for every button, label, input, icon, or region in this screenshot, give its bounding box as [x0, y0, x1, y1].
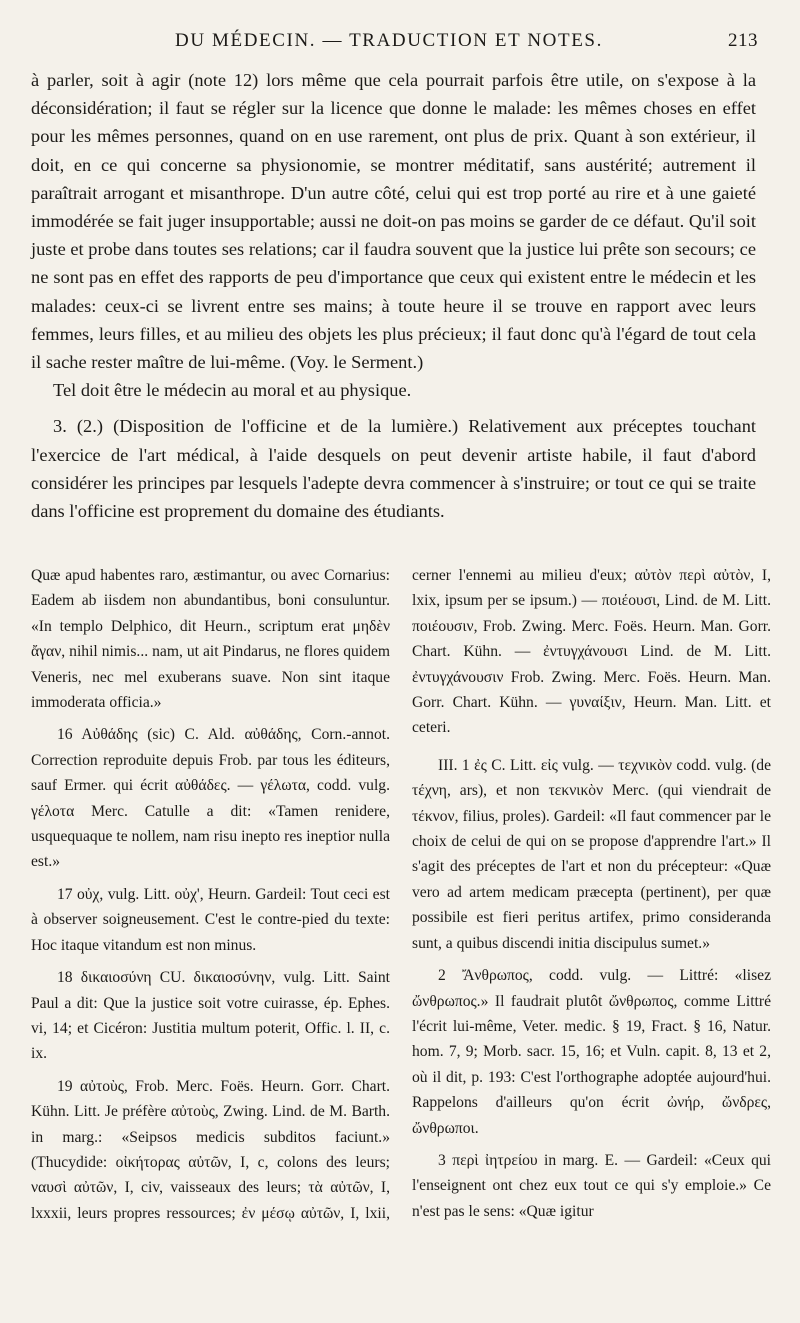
main-paragraph: à parler, soit à agir (note 12) lors même que cela pourrait parfois être utile, on s'expose à la déconsidération; il faut se régler sur la licence que donne le malade: les mêmes choses en effet pour les mêmes personnes, quand on en use rarement, ont plus de prix. Quant à son extérieur, il doit, en ce qui concerne sa physionomie, se montrer méditatif, sans austérité; autrement il paraîtrait arrogant et misanthrope. D'un autre côté, celui qui est trop porté au rire et à une gaieté immodérée se fait juger insupportable; aussi ne doit-on pas moins se garder de ce défaut. Qu'il soit juste et probe dans toutes ses relations; car il faudra souvent que la justice lui prête son secours; ce ne sont pas en effet des rapports de peu d'importance que ceux qui existent entre le médecin et les malades: ceux-ci se livrent entre ses mains; à toute heure il se trouve en rapport avec leurs femmes, leurs filles, et au milieu des objets les plus précieux; il faut donc qu'à l'égard de tout cela il sache rester maître de lui-même. (Voy. le Serment.) [31, 70, 756, 373]
footnote: 16 Αὐθάδης (sic) C. Ald. αὐθάδης, Corn.-annot. Correction reproduite depuis Frob. par tous les éditeurs, sauf Ermer. qui écrit αὐθάδες. — γέλωτα, codd. vulg. γέλοτα Merc. Catulle a dit: «Tamen renidere, usquequaque te nollem, nam risu inepto res ineptior nulla est.» [31, 726, 390, 871]
page-header [20, 30, 758, 54]
main-paragraph: Tel doit être le médecin au moral et au physique. [53, 380, 412, 401]
footnote: 19 αὐτοὺς, Frob. Merc. Foës. Heurn. Gorr. Chart. Kühn. Litt. Je préfère αὐτοὺς, Zwing. Lind. de M. Barth. in marg.: «Seipsos medicis subditos faciunt.» (Thucydide: οἰκήτορας αὐτῶν, I, c, colons des leurs; ναυσὶ αὐτῶν, I, civ, vaisseaux des leurs; τὰ αὐτῶν, I, lxxxii, leurs propres ressources; ἐν μέσῳ αὐτῶν, I, lxii, cerner l'ennemi au milieu d'eux; αὐτὸν περὶ αὐτὸν, I, lxix, ipsum per se ipsum.) — ποιέουσι, Lind. de M. Litt. ποιέουσιν, Frob. Zwing. Merc. Foës. Heurn. Man. Gorr. Chart. Kühn. — ἐντυγχάνουσι Lind. de M. Litt. ἐντυγχάνουσιν Frob. Zwing. Merc. Foës. Heurn. Man. Gorr. Chart. Kühn. — γυναίξιν, Heurn. Man. Litt. et ceteri. [31, 567, 771, 1222]
running-title: DU MÉDECIN. — TRADUCTION ET NOTES. [175, 30, 603, 51]
page-number: 213 [728, 30, 758, 51]
footnote: 2 Ἄνθρωπος, codd. vulg. — Littré: «lisez ὤνθρωπος.» Il faudrait plutôt ὤνθρωπος, comme Littré l'écrit lui-même, Veter. medic. § 19, Fract. § 16, Natur. hom. 7, 9; Morb. sacr. 15, 16; et Vuln. capit. 8, 13 et 2, où il dit, p. 193: C'est l'orthographe adoptée aujourd'hui. Rappelons d'ailleurs qu'on écrit ὠνήρ, ὤνδρες, ὤνθρωποι. [412, 967, 771, 1137]
footnote: 3 περὶ ἰητρείου in marg. E. — Gardeil: «Ceux qui l'enseignent ont chez eux tout ce qui s'y emploie.» Ce n'est pas le sens: «Quæ igitur [412, 1151, 771, 1220]
footnote: III. 1 ἐς C. Litt. εἰς vulg. — τεχνικὸν codd. vulg. (de τέχνη, ars), et non τεκνικὸν Merc. (qui viendrait de τέκνον, filius, proles). Gardeil: «Il faut commencer par le choix de celui de qui on se propose d'apprendre l'art.» Il s'agit des préceptes de l'art et non du précepteur: «Quæ vero ad artem medicam præcepta (pertinent), per quæ possibile est fieri peritus artifex, primo consideranda sunt, a quibus discendi initia discipulus sumet.» [412, 756, 771, 952]
main-text [31, 66, 756, 525]
footnote: 17 οὐχ, vulg. Litt. οὐχ', Heurn. Gardeil: Tout ceci est à observer soigneusement. C'est le contre-pied du texte: Hoc itaque vitandum est non minus. [31, 885, 390, 954]
footnote: Quæ apud habentes raro, æstimantur, ou avec Cornarius: Eadem ab iisdem non abundantibus, boni consuluntur. «In templo Delphico, dit Heurn., scriptum erat μηδὲν ἄγαν, nihil nimis... nam, ut ait Pindarus, ne flores quidem Veneris, nec mel exuberans suave. Non sint itaque immoderata officia.» [31, 567, 390, 712]
footnotes [31, 563, 771, 1226]
footnote: 18 δικαιοσύνη CU. δικαιοσύνην, vulg. Litt. Saint Paul a dit: Que la justice soit votre cuirasse, ép. Ephes. vi, 14; et Cicéron: Justitia multum poterit, Offic. l. II, c. ix. [31, 969, 390, 1063]
section-paragraph: 3. (2.) (Disposition de l'officine et de la lumière.) Relativement aux préceptes touchant l'exercice de l'art médical, à l'aide desquels on peut devenir artiste habile, il faut d'abord considérer les principes par lesquels l'adepte devra commencer à s'instruire; or tout ce qui se traite dans l'officine est proprement du domaine des étudiants. [31, 416, 756, 522]
